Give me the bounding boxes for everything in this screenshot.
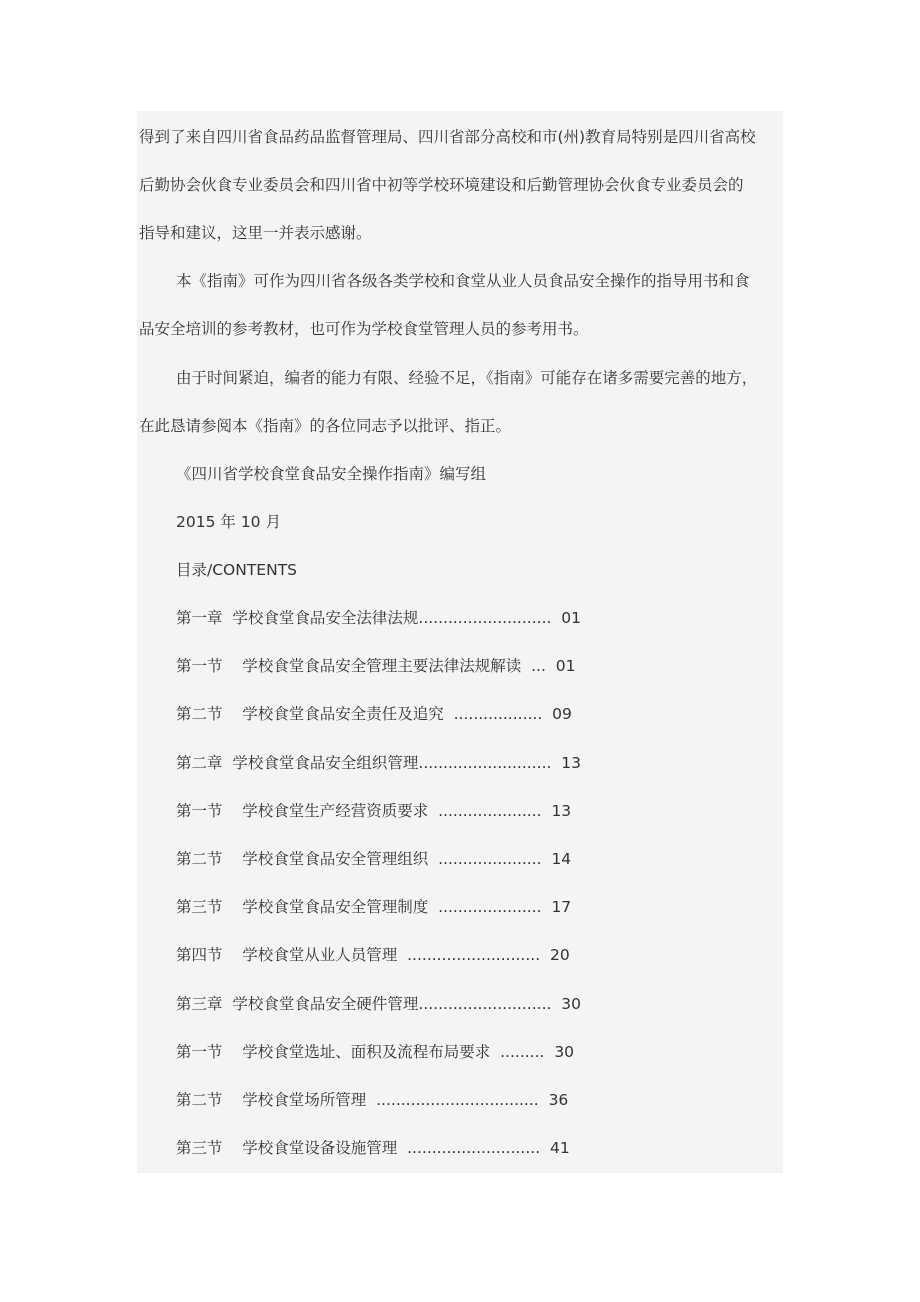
toc-entry-title: 学校食堂食品安全硬件管理 [232, 995, 419, 1013]
toc-entry[interactable] [176, 1137, 570, 1159]
toc-entry-label: 第四节 [176, 946, 223, 964]
toc-entry-page: 01 [555, 657, 576, 675]
toc-entry-label: 第三节 [176, 1139, 223, 1157]
toc-entry-leader: ... [531, 657, 546, 675]
toc-entry-leader: ..................... [438, 898, 542, 916]
toc-entry-leader: ........................... [407, 1139, 541, 1157]
toc-entry[interactable] [176, 1089, 568, 1111]
preface-date: 2015 年 10 月 [176, 513, 281, 531]
toc-entry[interactable] [176, 896, 571, 918]
toc-entry-leader: ......... [500, 1043, 545, 1061]
toc-entry-page: 20 [550, 946, 570, 964]
toc-entry-title: 学校食堂生产经营资质要求 [242, 802, 429, 820]
toc-entry-page: 13 [551, 802, 572, 820]
toc-entry-page: 36 [548, 1091, 569, 1109]
toc-entry-title: 学校食堂从业人员管理 [242, 946, 398, 964]
toc-entry-label: 第二节 [176, 850, 223, 868]
toc-entry-label: 第一章 [176, 609, 223, 627]
toc-entry-title: 学校食堂食品安全管理制度 [242, 898, 429, 916]
toc-entry-label: 第三章 [176, 995, 223, 1013]
toc-entry-page: 17 [551, 898, 572, 916]
toc-entry[interactable] [176, 703, 572, 725]
toc-entry[interactable] [176, 944, 570, 966]
toc-entry[interactable] [176, 655, 575, 677]
preface-line-3: 指导和建议，这里一并表示感谢。 [139, 224, 372, 242]
preface-line-6: 由于时间紧迫，编者的能力有限、经验不足，《指南》可能存在诸多需要完善的地方， [176, 369, 758, 387]
toc-entry-label: 第二节 [176, 1091, 223, 1109]
toc-entry-title: 学校食堂食品安全组织管理 [232, 754, 419, 772]
toc-heading: 目录/CONTENTS [176, 561, 298, 579]
toc-entry-leader: .................. [453, 705, 543, 723]
toc-entry-page: 30 [554, 1043, 575, 1061]
toc-entry-title: 学校食堂设备设施管理 [242, 1139, 398, 1157]
toc-entry-label: 第二章 [176, 754, 223, 772]
toc-entry-label: 第一节 [176, 1043, 223, 1061]
preface-line-2: 后勤协会伙食专业委员会和四川省中初等学校环境建设和后勤管理协会伙食专业委员会的 [139, 176, 744, 194]
toc-entry-page: 01 [561, 609, 582, 627]
toc-entry[interactable] [176, 1041, 574, 1063]
toc-entry-title: 学校食堂食品安全法律法规 [232, 609, 419, 627]
toc-entry-page: 14 [551, 850, 572, 868]
toc-entry-leader: ..................... [438, 802, 542, 820]
toc-entry[interactable] [176, 752, 581, 774]
toc-entry-label: 第二节 [176, 705, 223, 723]
toc-entry-title: 学校食堂食品安全管理主要法律法规解读 [242, 657, 522, 675]
toc-entry[interactable] [176, 800, 571, 822]
toc-entry-title: 学校食堂选址、面积及流程布局要求 [242, 1043, 491, 1061]
toc-entry-label: 第一节 [176, 657, 223, 675]
toc-entry-leader: ..................... [438, 850, 542, 868]
preface-line-4: 本《指南》可作为四川省各级各类学校和食堂从业人员食品安全操作的指导用书和食 [176, 272, 750, 290]
toc-entry-page: 13 [561, 754, 582, 772]
toc-entry-leader: ........................... [418, 995, 552, 1013]
toc-entry[interactable] [176, 607, 581, 629]
toc-entry-title: 学校食堂食品安全责任及追究 [242, 705, 444, 723]
preface-line-1: 得到了来自四川省食品药品监督管理局、四川省部分高校和市(州)教育局特别是四川省高校 [139, 128, 756, 146]
toc-entry-leader: ........................... [418, 754, 552, 772]
toc-entry-page: 09 [552, 705, 572, 723]
toc-entry-label: 第三节 [176, 898, 223, 916]
toc-entry-label: 第一节 [176, 802, 223, 820]
preface-line-7: 在此恳请参阅本《指南》的各位同志予以批评、指正。 [139, 417, 512, 435]
preface-signature: 《四川省学校食堂食品安全操作指南》编写组 [176, 465, 487, 483]
toc-entry-leader: ................................. [376, 1091, 539, 1109]
toc-entry[interactable] [176, 848, 571, 870]
toc-entry[interactable] [176, 993, 581, 1015]
toc-entry-leader: ........................... [418, 609, 552, 627]
toc-entry-title: 学校食堂场所管理 [242, 1091, 367, 1109]
toc-entry-page: 41 [550, 1139, 570, 1157]
preface-line-5: 品安全培训的参考教材，也可作为学校食堂管理人员的参考用书。 [139, 320, 589, 338]
toc-entry-page: 30 [561, 995, 582, 1013]
toc-entry-title: 学校食堂食品安全管理组织 [242, 850, 429, 868]
toc-entry-leader: ........................... [407, 946, 541, 964]
